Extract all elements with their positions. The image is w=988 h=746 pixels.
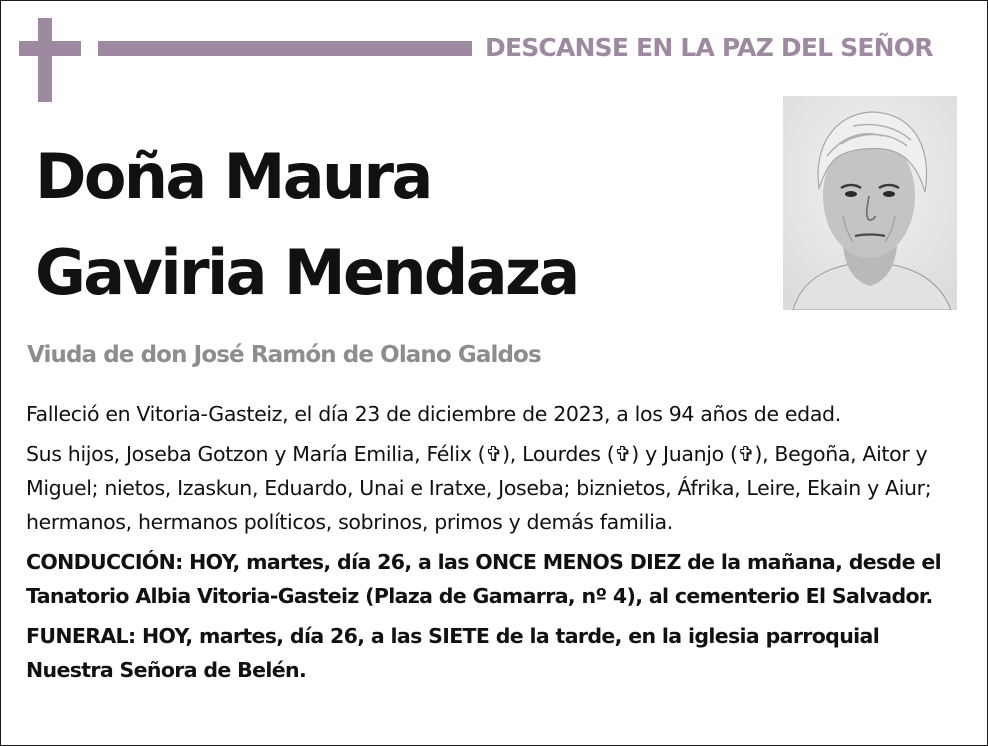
funeral-paragraph: FUNERAL: HOY, martes, día 26, a las SIETE de la tarde, en la iglesia parroquial Nuestra Señora de Belén. bbox=[26, 624, 880, 682]
header-divider-bar bbox=[98, 41, 472, 56]
widow-subtitle: Viuda de don José Ramón de Olano Galdos bbox=[27, 342, 541, 368]
portrait-illustration bbox=[783, 96, 957, 310]
deceased-name-line2: Gaviria Mendaza bbox=[35, 236, 578, 309]
family-paragraph: Sus hijos, Joseba Gotzon y María Emilia, Félix (✞), Lourdes (✞) y Juanjo (✞), Begoña, Aitor y Miguel; nietos, Izaskun, Eduardo, Unai e Iratxe, Joseba; biznietos, Áfrika, Leire, Ekain y Aiur; hermanos, hermanos políticos, sobrinos, primos y demás familia. bbox=[26, 442, 932, 534]
deceased-name bbox=[35, 129, 578, 321]
conduccion-paragraph: CONDUCCIÓN: HOY, martes, día 26, a las ONCE MENOS DIEZ de la mañana, desde el Tanatorio Albia Vitoria-Gasteiz (Plaza de Gamarra, nº 4), al cementerio El Salvador. bbox=[26, 550, 941, 608]
header-title: DESCANSE EN LA PAZ DEL SEÑOR bbox=[485, 33, 933, 62]
notice-body bbox=[26, 397, 966, 693]
portrait-photo bbox=[783, 96, 957, 310]
death-paragraph: Falleció en Vitoria-Gasteiz, el día 23 de diciembre de 2023, a los 94 años de edad. bbox=[26, 402, 841, 426]
latin-cross-icon-arm bbox=[19, 41, 81, 56]
deceased-name-line1: Doña Maura bbox=[35, 140, 431, 213]
latin-cross-icon bbox=[38, 18, 52, 102]
